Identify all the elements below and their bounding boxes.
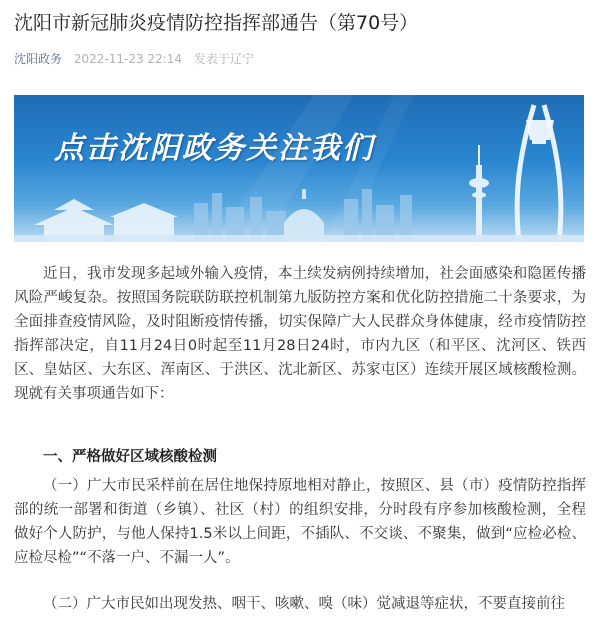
body-paragraph: （一）广大市民采样前在居住地保持原地相对静止，按照区、县（市）疫情防控指挥部的统一部署和街道（乡镇）、社区（村）的组织安排，分时段有序参加核酸检测，全程做好个人防护，与他人保持1.5米以上间距，不插队、不交谈、不聚集，做到“应检必检、应检尽检”“不落一户、不漏一人”。 xyxy=(14,478,586,566)
section-heading: 一、严格做好区域核酸检测 xyxy=(43,448,217,465)
account-name-link[interactable]: 沈阳政务 xyxy=(14,52,63,66)
publish-time: 2022-11-23 22:14 xyxy=(73,52,182,66)
article-meta xyxy=(14,50,254,67)
banner-slogan: 点击沈阳政务关注我们 xyxy=(54,131,374,166)
article-title: 沈阳市新冠肺炎疫情防控指挥部通告（第70号） xyxy=(14,12,419,34)
follow-banner-image[interactable] xyxy=(14,95,584,242)
city-skyline-illustration xyxy=(14,95,584,242)
publish-location: 发表于辽宁 xyxy=(193,52,254,66)
body-paragraph: （二）广大市民如出现发热、咽干、咳嗽、嗅（味）觉减退等症状，不要直接前往 xyxy=(43,596,565,612)
body-paragraph: 近日，我市发现多起域外输入疫情，本土续发病例持续增加，社会面感染和隐匿传播风险严峻复杂。按照国务院联防联控机制第九版防控方案和优化防控措施二十条要求，为全面排查疫情风险，及时阻断疫情传播，切实保障广大人民群众身体健康，经市疫情防控指挥部决定，自11月24日0时起至11月28日24时，市内九区（和平区、沈河区、铁西区、皇姑区、大东区、浑南区、于洪区、沈北新区、苏家屯区）连续开展区域核酸检测。现就有关事项通告如下： xyxy=(14,266,586,402)
